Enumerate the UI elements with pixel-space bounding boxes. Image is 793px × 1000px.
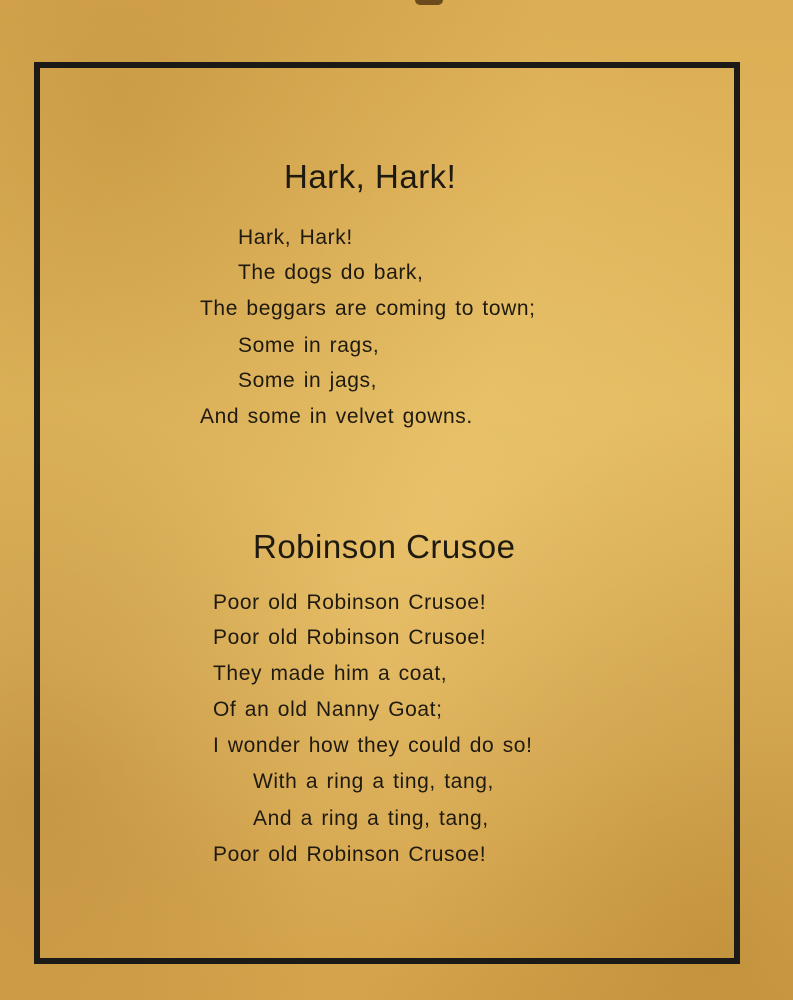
poem-title-hark-hark: Hark, Hark! xyxy=(284,158,457,195)
poem-line: And some in velvet gowns. xyxy=(200,405,473,428)
poem-line: Some in rags, xyxy=(238,334,380,357)
poem-line: And a ring a ting, tang, xyxy=(253,807,489,830)
poem-line: Poor old Robinson Crusoe! xyxy=(213,626,487,649)
poem-line: Of an old Nanny Goat; xyxy=(213,698,443,721)
page-binding-tab xyxy=(415,0,443,5)
poem-line: With a ring a ting, tang, xyxy=(253,770,494,793)
poem-line: The beggars are coming to town; xyxy=(200,297,536,320)
poem-line: Poor old Robinson Crusoe! xyxy=(213,591,487,614)
poem-line: I wonder how they could do so! xyxy=(213,734,533,757)
poem-line: Hark, Hark! xyxy=(238,226,353,249)
poem-line: The dogs do bark, xyxy=(238,261,424,284)
poem-title-robinson-crusoe: Robinson Crusoe xyxy=(253,528,516,565)
poem-line: They made him a coat, xyxy=(213,662,448,685)
poem-line: Some in jags, xyxy=(238,369,378,392)
poem-line: Poor old Robinson Crusoe! xyxy=(213,843,487,866)
